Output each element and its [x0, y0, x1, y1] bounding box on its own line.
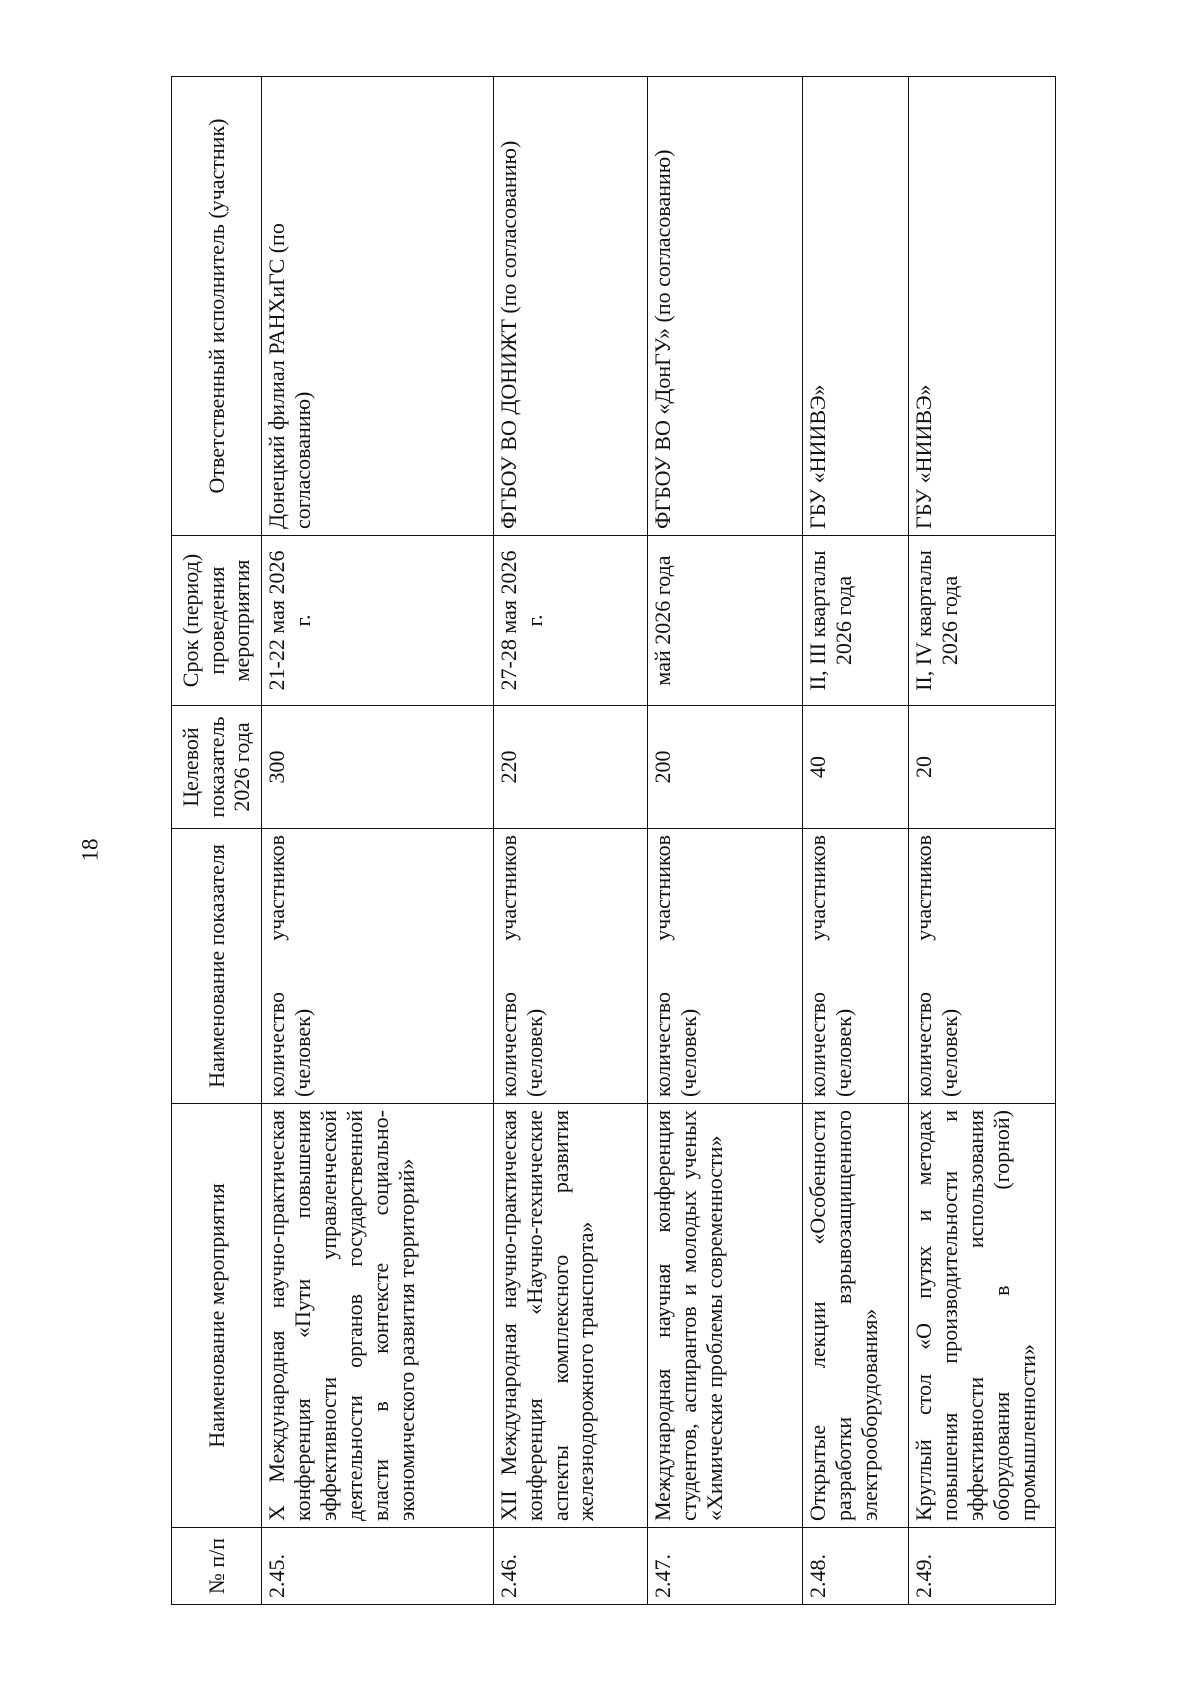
cell-target: 220	[493, 706, 647, 829]
table-row	[647, 77, 802, 1605]
cell-indicator: количество участников (человек)	[647, 829, 802, 1104]
header-target: Целевой показатель 2026 года	[172, 706, 262, 829]
cell-event: Круглый стол «О путях и методах повышения производительности и эффективности использования оборудования в (горной) промышленности»	[908, 1104, 1055, 1528]
cell-period: II, III кварталы 2026 года	[802, 536, 908, 706]
cell-executor: ФГБОУ ВО «ДонГУ» (по согласованию)	[647, 77, 802, 536]
header-event: Наименование мероприятия	[172, 1104, 262, 1528]
events-table	[171, 76, 1056, 1605]
header-executor: Ответственный исполнитель (участник)	[172, 77, 262, 536]
cell-num: 2.46.	[493, 1528, 647, 1605]
cell-target: 200	[647, 706, 802, 829]
cell-event: Международная научная конференция студентов, аспирантов и молодых ученых «Химические проблемы современности»	[647, 1104, 802, 1528]
table-row	[262, 77, 494, 1605]
table-row	[802, 77, 908, 1605]
cell-indicator: количество участников (человек)	[262, 829, 494, 1104]
cell-event: Открытые лекции «Особенности разработки взрывозащищенного электрооборудования»	[802, 1104, 908, 1528]
cell-executor: ФГБОУ ВО ДОНИЖТ (по согласованию)	[493, 77, 647, 536]
cell-indicator: количество участников (человек)	[493, 829, 647, 1104]
cell-period: 27-28 мая 2026 г.	[493, 536, 647, 706]
cell-executor: ГБУ «НИИВЭ»	[908, 77, 1055, 536]
cell-executor: ГБУ «НИИВЭ»	[802, 77, 908, 536]
cell-period: май 2026 года	[647, 536, 802, 706]
header-period: Срок (период) проведения мероприятия	[172, 536, 262, 706]
cell-num: 2.45.	[262, 1528, 494, 1605]
table-row	[493, 77, 647, 1605]
table-header-row	[172, 77, 262, 1605]
cell-target: 40	[802, 706, 908, 829]
cell-period: 21-22 мая 2026 г.	[262, 536, 494, 706]
cell-executor: Донецкий филиал РАНХиГС (по согласованию)	[262, 77, 494, 536]
cell-num: 2.49.	[908, 1528, 1055, 1605]
header-indicator: Наименование показателя	[172, 829, 262, 1104]
cell-period: II, IV кварталы 2026 года	[908, 536, 1055, 706]
page-number: 18	[77, 838, 102, 862]
rotated-table-container	[171, 77, 1056, 1605]
cell-target: 300	[262, 706, 494, 829]
cell-num: 2.47.	[647, 1528, 802, 1605]
table-row	[908, 77, 1055, 1605]
header-num: № п/п	[172, 1528, 262, 1605]
cell-event: X Международная научно-практическая конференция «Пути повышения эффективности управленческой деятельности органов государственной власти в контексте социально-экономического развития территорий»	[262, 1104, 494, 1528]
cell-indicator: количество участников (человек)	[802, 829, 908, 1104]
cell-target: 20	[908, 706, 1055, 829]
cell-event: XII Международная научно-практическая конференция «Научно-технические аспекты комплексного развития железнодорожного транспорта»	[493, 1104, 647, 1528]
cell-num: 2.48.	[802, 1528, 908, 1605]
cell-indicator: количество участников (человек)	[908, 829, 1055, 1104]
